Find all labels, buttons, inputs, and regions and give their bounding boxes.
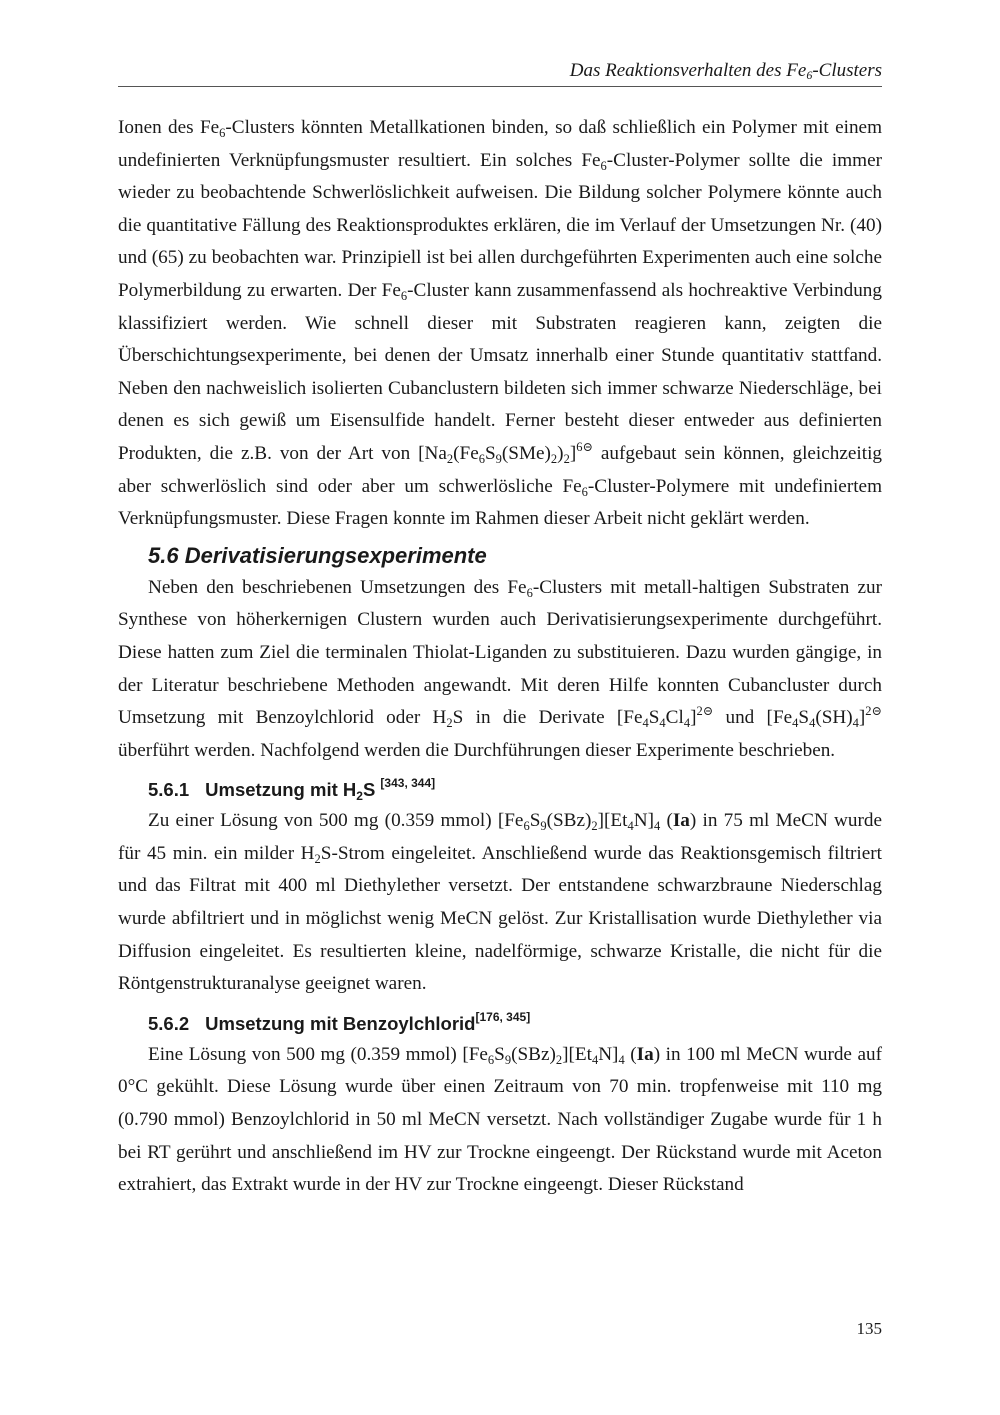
text-run: ][Et bbox=[597, 810, 628, 832]
text-run: S in die Derivate [Fe bbox=[452, 707, 643, 729]
text-run: -Cluster-Polymer sollte die immer wieder zu beobachtende Schwerlöslichkeit aufweisen. Die Bildung solcher Polymere könnte auch die quantitative Fällung des Reaktionsproduktes erklären, die im Verlauf der Umsetzungen Nr. (40) und (65) zu beobachten war. Prinzipiell ist bei allen durchgeführten Experimenten auch eine solche Polymerbildung zu erwarten. Der Fe bbox=[118, 149, 882, 301]
text-run: -Clusters könnten Metallkationen binden, so daß schließlich ein Polymer mit einem undefinierten Verknüpfungsmuster resultiert. Ein solches Fe bbox=[118, 117, 882, 171]
subscript: 6 bbox=[400, 288, 408, 303]
page-number: 135 bbox=[856, 1319, 882, 1338]
subscript: 6 bbox=[478, 451, 485, 466]
subscript: 2 bbox=[446, 716, 453, 731]
text-run: aufgebaut sein können, gleichzeitig aber schwerlöslich sind oder aber um schwerlösliche Fe bbox=[118, 442, 882, 497]
text-run: N] bbox=[598, 1043, 619, 1065]
text-run: Cl bbox=[665, 707, 684, 729]
subsection-heading-2 bbox=[148, 1009, 882, 1039]
subscript: 6 bbox=[600, 158, 607, 173]
paragraph-1 bbox=[118, 112, 882, 536]
subscript: 4 bbox=[809, 716, 816, 731]
superscript-charge: 2⊝ bbox=[696, 704, 714, 719]
paragraph-3 bbox=[118, 805, 882, 1001]
header-title-sub: 6 bbox=[806, 68, 813, 82]
subscript: 2 bbox=[555, 1052, 563, 1067]
subscript: 9 bbox=[495, 451, 502, 466]
text-run: S bbox=[648, 707, 660, 729]
page-body bbox=[118, 112, 882, 1202]
text-run: Eine Lösung von 500 mg (0.359 mmol) [Fe bbox=[148, 1043, 488, 1065]
text-run: ( bbox=[660, 810, 673, 832]
text-run: N] bbox=[633, 810, 654, 832]
text-run: (Fe bbox=[453, 442, 479, 464]
subscript: 2 bbox=[550, 451, 558, 466]
subsection-title: Umsetzung mit H bbox=[205, 779, 357, 801]
text-run: S bbox=[798, 707, 810, 729]
subscript: 4 bbox=[792, 716, 799, 731]
subscript: 2 bbox=[446, 451, 454, 466]
subscript: 6 bbox=[487, 1052, 495, 1067]
superscript-charge: 6⊝ bbox=[576, 439, 593, 454]
text-run: Neben den beschriebenen Umsetzungen des Fe bbox=[148, 576, 527, 598]
subsection-heading-1 bbox=[148, 775, 882, 805]
subsection-title: Umsetzung mit Benzoylchlorid bbox=[205, 1012, 476, 1034]
subscript: 6 bbox=[581, 484, 588, 499]
text-run: ) bbox=[557, 442, 564, 464]
subscript: 2 bbox=[314, 851, 321, 866]
paragraph-4 bbox=[118, 1039, 882, 1202]
text-run: ] bbox=[690, 707, 697, 729]
text-run: -Cluster-Polymere mit undefiniertem Verknüpfungsmuster. Diese Fragen konnte im Rahmen dieser Arbeit nicht geklärt werden. bbox=[118, 475, 882, 530]
subscript: 2 bbox=[591, 819, 598, 834]
text-run: ] bbox=[569, 442, 577, 464]
text-run: ] bbox=[858, 707, 866, 729]
section-title: Derivatisierungsexperimente bbox=[184, 542, 487, 568]
text-run: ][Et bbox=[562, 1043, 592, 1065]
text-run: -Cluster kann zusammenfassend als hochreaktive Verbindung klassifiziert werden. Wie schnell dieser mit Substraten reagieren kann, zeigten die Überschichtungsexperimente, bei denen der Umsatz innerhalb einer Stunde quantitativ stattfand. Neben den nachweislich isolierten Cubanclustern bildeten sich immer schwarze Niederschläge, bei denen es sich gewiß um Eisensulfide handelt. Ferner besteht dieser entweder aus definierten Produkten, die z.B. von der Art von [Na bbox=[118, 279, 882, 464]
subscript: 9 bbox=[504, 1052, 512, 1067]
subscript: 6 bbox=[219, 126, 226, 140]
text-run: und [Fe bbox=[713, 707, 793, 729]
subscript: 4 bbox=[852, 716, 859, 731]
text-run: S bbox=[484, 442, 496, 464]
subscript: 4 bbox=[618, 1052, 625, 1067]
citation-ref: [176, 345] bbox=[475, 1009, 531, 1024]
text-run: (SBz) bbox=[511, 1043, 556, 1065]
subsection-number: 5.6.1 bbox=[148, 779, 190, 801]
text-run: überführt werden. Nachfolgend werden die Durchführungen dieser Experimente beschrieben. bbox=[118, 739, 836, 761]
subscript: 9 bbox=[540, 819, 547, 834]
text-run: S bbox=[494, 1043, 505, 1065]
subscript: 6 bbox=[526, 585, 533, 600]
text-run: (SBz) bbox=[546, 810, 592, 832]
superscript-charge: 2⊝ bbox=[865, 704, 882, 719]
text-run: S bbox=[529, 810, 541, 832]
subscript: 4 bbox=[659, 716, 666, 731]
subscript: 4 bbox=[627, 819, 634, 834]
citation-ref: [343, 344] bbox=[380, 776, 436, 791]
section-number: 5.6 bbox=[148, 542, 179, 568]
header-title-prefix: Das Reaktionsverhalten des Fe bbox=[569, 60, 807, 81]
paragraph-2 bbox=[118, 572, 882, 768]
subscript: 2 bbox=[563, 451, 570, 466]
subscript: 4 bbox=[642, 716, 649, 731]
text-run: Ionen des Fe bbox=[118, 117, 220, 138]
text-run: S-Strom eingeleitet. Anschließend wurde das Reaktionsgemisch filtriert und das Filtrat mit 400 ml Diethylether versetzt. Der entstandene schwarzbraune Niederschlag wurde abfiltriert und in möglichst wenig MeCN gelöst. Zur Kristallisation wurde Diethylether via Diffusion eingeleitet. Es resultierten kleine, nadelförmige, schwarze Kristalle, die nicht für die Röntgenstrukturanalyse geeignet waren. bbox=[118, 842, 883, 995]
text-run: ( bbox=[624, 1043, 637, 1065]
text-run: ) in 75 ml MeCN wurde für 45 min. ein milder H bbox=[118, 810, 882, 864]
subscript: 4 bbox=[653, 819, 661, 834]
text-run: (SMe) bbox=[501, 442, 551, 464]
section-heading bbox=[148, 540, 882, 572]
subscript: 6 bbox=[523, 819, 530, 834]
subsection-number: 5.6.2 bbox=[148, 1012, 190, 1034]
running-header bbox=[118, 58, 882, 87]
subscript: 4 bbox=[683, 716, 691, 731]
header-title-suffix: -Clusters bbox=[812, 60, 882, 81]
compound-label: Ia bbox=[672, 810, 690, 832]
text-run: -Clusters mit metall-haltigen Substraten zur Synthese von höherkernigen Clustern wurden auch Derivatisierungsexperimente durchgeführt. Diese hatten zum Ziel die terminalen Thiolat-Liganden zu substituieren. Dazu wurden gängige, in der Literatur beschriebene Methoden angewandt. Mit deren Hilfe konnten Cubancluster durch Umsetzung mit Benzoylchlorid oder H bbox=[118, 576, 882, 729]
subsection-title-end: S bbox=[362, 779, 381, 801]
compound-label: Ia bbox=[636, 1043, 654, 1065]
text-run: ) in 100 ml MeCN wurde auf 0°C gekühlt. Diese Lösung wurde über einen Zeitraum von 70 min. tropfenweise mit 110 mg (0.790 mmol) Benzoylchlorid in 50 ml MeCN versetzt. Nach vollständiger Zugabe wurde für 1 h bei RT gerührt und anschließend im HV zur Trockne eingeengt. Der Rückstand wurde mit Aceton extrahiert, das Extrakt wurde in der HV zur Trockne eingeengt. Dieser Rückstand bbox=[118, 1043, 882, 1196]
subscript: 4 bbox=[591, 1052, 599, 1067]
subsection-title-sub: 2 bbox=[356, 789, 363, 804]
text-run: Zu einer Lösung von 500 mg (0.359 mmol) [Fe bbox=[148, 810, 524, 832]
text-run: (SH) bbox=[815, 707, 853, 729]
